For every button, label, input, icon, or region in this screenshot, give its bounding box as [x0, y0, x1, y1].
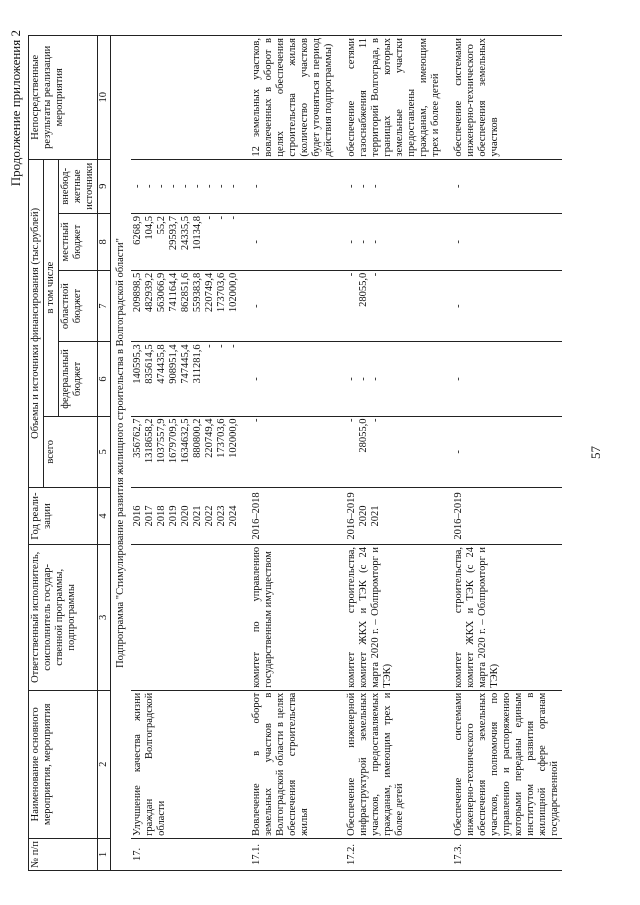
header-including: в том числе — [44, 159, 59, 416]
row-name: Обеспечение инженерной инфраструктурой земельных участков, предоставляемых гражданам, имеющим трех и более детей — [336, 690, 443, 838]
continuation-label: Продолжение приложения 2 — [8, 30, 23, 187]
row-local: - — [443, 213, 562, 270]
header-total: всего — [44, 416, 98, 488]
row-number: 17.1. — [241, 838, 336, 870]
table-row — [443, 36, 562, 871]
row-total: - — [443, 416, 562, 488]
row-extra: - - - - - - - - - — [131, 159, 241, 213]
col-number: 4 — [98, 488, 111, 545]
table-row — [131, 36, 241, 871]
row-local: - — [241, 213, 336, 270]
col-number: 1 — [98, 838, 111, 870]
row-result — [131, 36, 241, 160]
row-total: - 28055,0 - — [336, 416, 443, 488]
row-federal: - - - — [336, 342, 443, 416]
row-result: 12 земельных участков, вовлеченных в оборот в целях обеспечения строительства жилья (количество участков будет уточняться в период действия подпрограммы) — [241, 36, 336, 160]
header-executor: Ответственный исполнитель, соисполнитель государ-ственной программы, подпрограммы — [29, 544, 98, 690]
row-result: обеспечение сетями газоснабжения 11 территорий Волгограда, в границах которых земельные участки предоставлены гражданам, имеющим трех и более детей — [336, 36, 443, 160]
col-number: 8 — [98, 213, 111, 270]
row-result: обеспечение системами инженерно-технического обеспечения земельных участков — [443, 36, 562, 160]
row-regional: 209898,5 482939,2 563066,9 741164,4 862851,6 559383,8 220749,4 173703,6 102000,0 — [131, 270, 241, 342]
row-total: - — [241, 416, 336, 488]
row-executor: комитет строительства, комитет ЖКХ и ТЭК (с 24 марта 2020 г. – Облпромторг и ТЭК) — [336, 544, 443, 690]
col-number: 10 — [98, 36, 111, 160]
col-number: 9 — [98, 159, 111, 213]
row-executor: комитет строительства, комитет ЖКХ и ТЭК (с 24 марта 2020 г. – Облпромторг и ТЭК) — [443, 544, 562, 690]
header-federal: федеральный бюджет — [59, 342, 98, 416]
row-name: Улучшение качества жизни граждан Волгоградской области — [131, 690, 241, 838]
row-years: 2016–2019 — [443, 488, 562, 545]
row-executor: комитет по управлению государственным имуществом — [241, 544, 336, 690]
row-federal: 140595,3 835614,5 474435,8 908951,4 747445,4 311281,6 - - - — [131, 342, 241, 416]
col-number: 6 — [98, 342, 111, 416]
table-row — [241, 36, 336, 871]
header-funding: Объемы и источники финансирования (тыс.рублей) — [29, 159, 44, 488]
row-total: 356762,7 1318658,2 1037557,9 1679709,5 1634632,5 880800,2 220749,4 173703,6 102000,0 — [131, 416, 241, 488]
row-regional: - 28055,0 - — [336, 270, 443, 342]
col-number: 7 — [98, 270, 111, 342]
header-extra: внебюд-жетные источники — [59, 159, 98, 213]
row-years: 2016–2019 2020 2021 — [336, 488, 443, 545]
row-extra: - — [241, 159, 336, 213]
row-extra: - - - — [336, 159, 443, 213]
header-regional: областной бюджет — [59, 270, 98, 342]
header-year: Год реали-зации — [29, 488, 98, 545]
row-local: 6268,9 104,5 55,2 29593,7 24335,5 10134,8 - - - — [131, 213, 241, 270]
header-name: Наименование основного мероприятия, мероприятия — [29, 690, 98, 838]
row-regional: - — [443, 270, 562, 342]
row-name: Обеспечение системами инженерно-технического обеспечения земельных участков, полномочия по управлению и распоряжению которыми переданы единым институтом развития в жилищной сфере органам государственной — [443, 690, 562, 838]
row-regional: - — [241, 270, 336, 342]
row-federal: - — [443, 342, 562, 416]
row-years: 2016–2018 — [241, 488, 336, 545]
header-no: № п/п — [29, 838, 98, 870]
row-extra: - — [443, 159, 562, 213]
row-number: 17.2. — [336, 838, 443, 870]
page-number: 57 — [588, 446, 603, 459]
row-years: 2016 2017 2018 2019 2020 2021 2022 2023 2024 — [131, 488, 241, 545]
row-name: Вовлечение в оборот земельных участков в Волгоградской области в целях обеспечения строительства жилья — [241, 690, 336, 838]
row-local: - - - — [336, 213, 443, 270]
row-number: 17. — [131, 838, 241, 870]
col-number: 3 — [98, 544, 111, 690]
row-number: 17.3. — [443, 838, 562, 870]
subprogram-title: Подпрограмма "Стимулирование развития жилищного строительства в Волгоградской области" — [111, 36, 132, 871]
col-number: 5 — [98, 416, 111, 488]
program-table — [28, 35, 562, 871]
row-executor — [131, 544, 241, 690]
table-row — [336, 36, 443, 871]
row-federal: - — [241, 342, 336, 416]
col-number: 2 — [98, 690, 111, 838]
header-local: местный бюджет — [59, 213, 98, 270]
header-result: Непосредственные результаты реализации мероприятия — [29, 36, 98, 160]
